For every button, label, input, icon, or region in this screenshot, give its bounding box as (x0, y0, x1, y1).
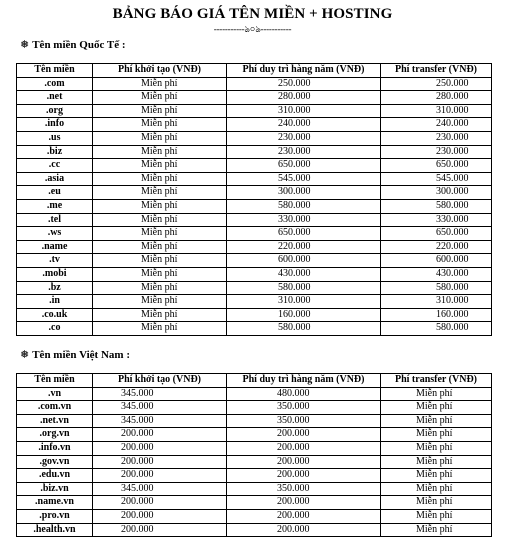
cell-annual-fee: 230.000 (227, 131, 381, 145)
cell-annual-fee: 350.000 (227, 401, 381, 415)
cell-annual-fee: 220.000 (227, 240, 381, 254)
cell-setup-fee: 200.000 (93, 496, 227, 510)
page-title: BẢNG BÁO GIÁ TÊN MIỀN + HOSTING (112, 6, 393, 22)
cell-domain: .eu (17, 186, 93, 200)
cell-setup-fee: Miễn phí (93, 322, 227, 336)
cell-annual-fee: 160.000 (227, 308, 381, 322)
cell-annual-fee: 300.000 (227, 186, 381, 200)
table-row (17, 281, 492, 295)
cell-transfer-fee: Miễn phí (381, 482, 492, 496)
cell-domain: .tv (17, 254, 93, 268)
cell-annual-fee: 200.000 (227, 428, 381, 442)
cell-annual-fee: 200.000 (227, 441, 381, 455)
cell-setup-fee: Miễn phí (93, 104, 227, 118)
cell-transfer-fee: 310.000 (381, 295, 492, 309)
cell-annual-fee: 350.000 (227, 482, 381, 496)
cell-annual-fee: 545.000 (227, 172, 381, 186)
cell-setup-fee: 345.000 (93, 387, 227, 401)
international-domain-price-table (16, 63, 492, 336)
cell-transfer-fee: Miễn phí (381, 509, 492, 523)
cell-domain: .info.vn (17, 441, 93, 455)
column-header-domain: Tên miền (17, 64, 93, 78)
column-header-setup-fee: Phí khởi tạo (VNĐ) (93, 64, 227, 78)
cell-annual-fee: 310.000 (227, 295, 381, 309)
cell-transfer-fee: 280.000 (381, 91, 492, 105)
cell-annual-fee: 200.000 (227, 496, 381, 510)
cell-annual-fee: 600.000 (227, 254, 381, 268)
cell-transfer-fee: 160.000 (381, 308, 492, 322)
flower-icon: ❅ (20, 349, 30, 361)
cell-setup-fee: Miễn phí (93, 227, 227, 241)
cell-annual-fee: 580.000 (227, 322, 381, 336)
table-row (17, 254, 492, 268)
cell-setup-fee: 200.000 (93, 428, 227, 442)
table-row (17, 267, 492, 281)
cell-annual-fee: 240.000 (227, 118, 381, 132)
table-row (17, 91, 492, 105)
cell-domain: .tel (17, 213, 93, 227)
table-row (17, 441, 492, 455)
table-row (17, 496, 492, 510)
cell-setup-fee: Miễn phí (93, 308, 227, 322)
cell-domain: .co (17, 322, 93, 336)
cell-annual-fee: 280.000 (227, 91, 381, 105)
cell-transfer-fee: Miễn phí (381, 401, 492, 415)
cell-domain: .in (17, 295, 93, 309)
cell-transfer-fee: 580.000 (381, 281, 492, 295)
vietnam-domain-price-table (16, 373, 492, 537)
cell-transfer-fee: 430.000 (381, 267, 492, 281)
cell-domain: .net (17, 91, 93, 105)
cell-setup-fee: Miễn phí (93, 145, 227, 159)
cell-transfer-fee: 230.000 (381, 145, 492, 159)
cell-transfer-fee: Miễn phí (381, 496, 492, 510)
section-title: Tên miền Việt Nam : (32, 349, 130, 361)
cell-domain: .ws (17, 227, 93, 241)
cell-transfer-fee: 310.000 (381, 104, 492, 118)
cell-domain: .net.vn (17, 414, 93, 428)
cell-domain: .edu.vn (17, 469, 93, 483)
table-row (17, 145, 492, 159)
table-row (17, 104, 492, 118)
table-row (17, 186, 492, 200)
cell-annual-fee: 200.000 (227, 509, 381, 523)
cell-transfer-fee: 600.000 (381, 254, 492, 268)
table-row (17, 131, 492, 145)
cell-setup-fee: 345.000 (93, 401, 227, 415)
cell-transfer-fee: Miễn phí (381, 428, 492, 442)
cell-setup-fee: Miễn phí (93, 281, 227, 295)
cell-setup-fee: Miễn phí (93, 186, 227, 200)
cell-annual-fee: 230.000 (227, 145, 381, 159)
table-row (17, 401, 492, 415)
flower-icon: ❅ (20, 39, 30, 51)
cell-annual-fee: 200.000 (227, 523, 381, 537)
cell-domain: .mobi (17, 267, 93, 281)
cell-setup-fee: Miễn phí (93, 267, 227, 281)
cell-domain: .us (17, 131, 93, 145)
table-row (17, 227, 492, 241)
cell-domain: .biz.vn (17, 482, 93, 496)
column-header-annual-fee: Phí duy trì hàng năm (VNĐ) (227, 374, 381, 388)
cell-setup-fee: Miễn phí (93, 240, 227, 254)
cell-domain: .co.uk (17, 308, 93, 322)
cell-annual-fee: 330.000 (227, 213, 381, 227)
cell-transfer-fee: 250.000 (381, 77, 492, 91)
cell-domain: .vn (17, 387, 93, 401)
cell-setup-fee: Miễn phí (93, 118, 227, 132)
cell-annual-fee: 580.000 (227, 281, 381, 295)
cell-transfer-fee: 650.000 (381, 227, 492, 241)
cell-annual-fee: 310.000 (227, 104, 381, 118)
table-row (17, 240, 492, 254)
cell-setup-fee: 200.000 (93, 523, 227, 537)
cell-transfer-fee: Miễn phí (381, 523, 492, 537)
cell-setup-fee: Miễn phí (93, 199, 227, 213)
table-row (17, 322, 492, 336)
cell-annual-fee: 580.000 (227, 199, 381, 213)
table-row (17, 199, 492, 213)
column-header-domain: Tên miền (17, 374, 93, 388)
section-heading-international (20, 38, 126, 51)
cell-transfer-fee: 580.000 (381, 199, 492, 213)
cell-transfer-fee: 330.000 (381, 213, 492, 227)
cell-domain: .health.vn (17, 523, 93, 537)
table-row (17, 213, 492, 227)
title-ornament: -----------ঌ০ঌ----------- (213, 24, 292, 34)
cell-setup-fee: 200.000 (93, 509, 227, 523)
cell-transfer-fee: 300.000 (381, 186, 492, 200)
table-header-row (17, 374, 492, 388)
cell-setup-fee: Miễn phí (93, 213, 227, 227)
cell-transfer-fee: 240.000 (381, 118, 492, 132)
column-header-setup-fee: Phí khởi tạo (VNĐ) (93, 374, 227, 388)
table-row (17, 428, 492, 442)
cell-setup-fee: Miễn phí (93, 254, 227, 268)
cell-annual-fee: 200.000 (227, 469, 381, 483)
cell-domain: .org (17, 104, 93, 118)
cell-setup-fee: Miễn phí (93, 295, 227, 309)
cell-transfer-fee: Miễn phí (381, 414, 492, 428)
column-header-transfer-fee: Phí transfer (VNĐ) (381, 374, 492, 388)
cell-domain: .com (17, 77, 93, 91)
table-row (17, 118, 492, 132)
cell-annual-fee: 480.000 (227, 387, 381, 401)
cell-transfer-fee: Miễn phí (381, 387, 492, 401)
cell-domain: .name (17, 240, 93, 254)
cell-transfer-fee: Miễn phí (381, 441, 492, 455)
cell-transfer-fee: 650.000 (381, 159, 492, 173)
cell-setup-fee: Miễn phí (93, 159, 227, 173)
table-row (17, 469, 492, 483)
table-row (17, 509, 492, 523)
cell-transfer-fee: Miễn phí (381, 469, 492, 483)
cell-domain: .me (17, 199, 93, 213)
cell-setup-fee: 200.000 (93, 441, 227, 455)
table-row (17, 482, 492, 496)
cell-annual-fee: 430.000 (227, 267, 381, 281)
cell-domain: .gov.vn (17, 455, 93, 469)
table-row (17, 308, 492, 322)
column-header-annual-fee: Phí duy trì hàng năm (VNĐ) (227, 64, 381, 78)
cell-domain: .asia (17, 172, 93, 186)
cell-setup-fee: Miễn phí (93, 172, 227, 186)
table-row (17, 523, 492, 537)
table-row (17, 77, 492, 91)
cell-domain: .cc (17, 159, 93, 173)
cell-setup-fee: 345.000 (93, 482, 227, 496)
cell-setup-fee: 200.000 (93, 469, 227, 483)
table-row (17, 455, 492, 469)
cell-annual-fee: 650.000 (227, 159, 381, 173)
cell-domain: .info (17, 118, 93, 132)
table-row (17, 159, 492, 173)
cell-transfer-fee: Miễn phí (381, 455, 492, 469)
cell-domain: .pro.vn (17, 509, 93, 523)
cell-annual-fee: 200.000 (227, 455, 381, 469)
cell-transfer-fee: 545.000 (381, 172, 492, 186)
cell-annual-fee: 250.000 (227, 77, 381, 91)
cell-annual-fee: 650.000 (227, 227, 381, 241)
table-row (17, 414, 492, 428)
cell-transfer-fee: 220.000 (381, 240, 492, 254)
cell-transfer-fee: 580.000 (381, 322, 492, 336)
cell-setup-fee: 345.000 (93, 414, 227, 428)
cell-transfer-fee: 230.000 (381, 131, 492, 145)
table-row (17, 295, 492, 309)
cell-setup-fee: Miễn phí (93, 131, 227, 145)
cell-domain: .com.vn (17, 401, 93, 415)
cell-domain: .name.vn (17, 496, 93, 510)
column-header-transfer-fee: Phí transfer (VNĐ) (381, 64, 492, 78)
cell-setup-fee: 200.000 (93, 455, 227, 469)
table-row (17, 172, 492, 186)
cell-domain: .bz (17, 281, 93, 295)
cell-domain: .biz (17, 145, 93, 159)
section-heading-vietnam (20, 348, 130, 361)
table-header-row (17, 64, 492, 78)
section-title: Tên miền Quốc Tế : (32, 39, 126, 51)
cell-annual-fee: 350.000 (227, 414, 381, 428)
cell-setup-fee: Miễn phí (93, 77, 227, 91)
cell-domain: .org.vn (17, 428, 93, 442)
table-row (17, 387, 492, 401)
cell-setup-fee: Miễn phí (93, 91, 227, 105)
